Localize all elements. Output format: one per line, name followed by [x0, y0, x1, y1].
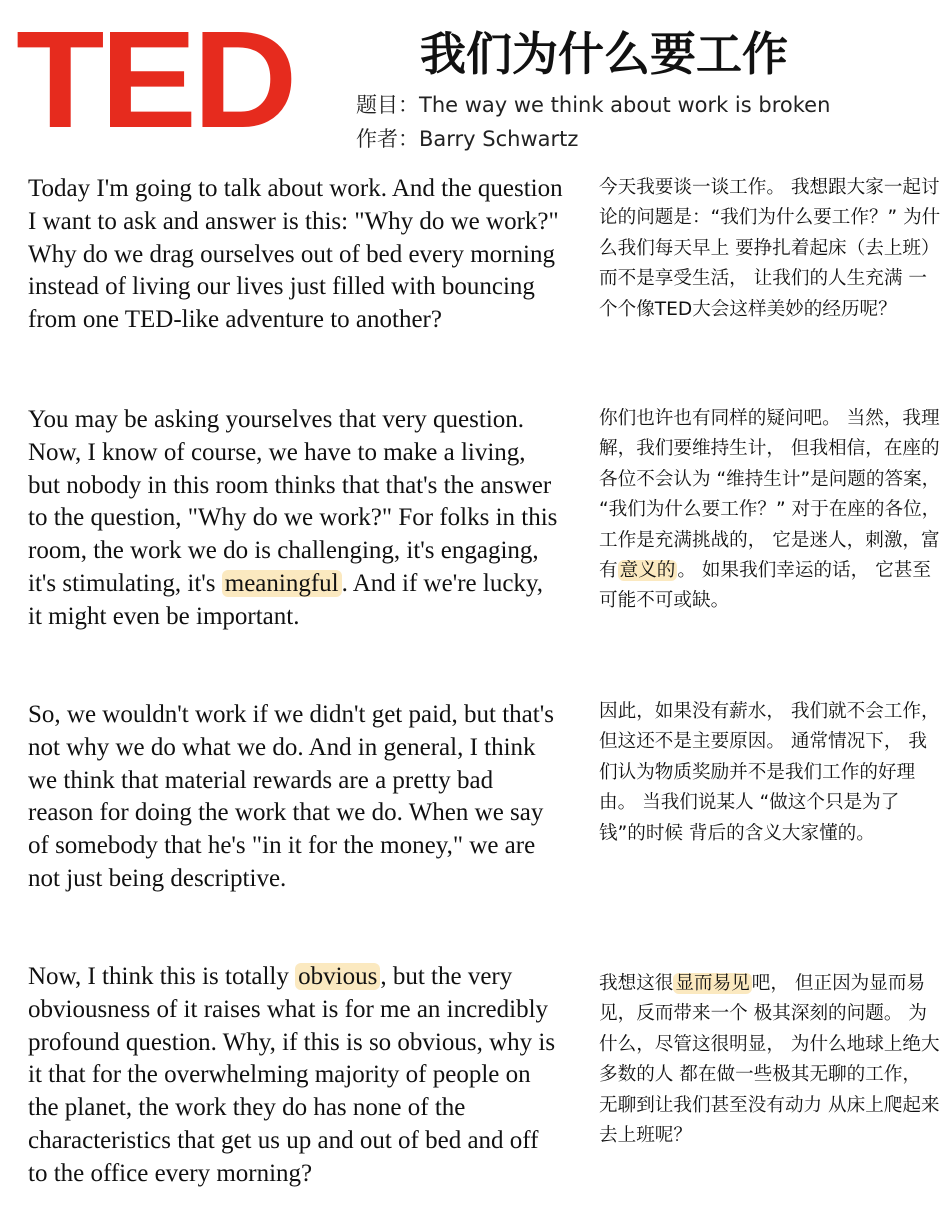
text-segment: 。 如果我们幸运的话， 它甚至可能不可或缺。 [599, 560, 931, 612]
highlighted-word: 意义的 [619, 560, 676, 582]
english-paragraph-4 [28, 961, 563, 1191]
topic-value: The way we think about work is broken [419, 93, 831, 117]
talk-topic [356, 90, 830, 120]
chinese-paragraph-1: 今天我要谈一谈工作。 我想跟大家一起讨论的问题是：“我们为什么要工作？” 为什么我们每天早上 要挣扎着起床（去上班） 而不是享受生活， 让我们的人生充满 一个个像TED大会这样美妙的经历呢？ [599, 177, 941, 320]
chinese-paragraph-4 [599, 969, 944, 1151]
topic-label: 题目： [356, 93, 419, 117]
chinese-paragraph-3: 因此，如果没有薪水， 我们就不会工作， 但这还不是主要原因。 通常情况下， 我们认为物质奖励并不是我们工作的好理由。 当我们说某人 “做这个只是为了钱”的时候 背后的含义大家懂的。 [599, 701, 940, 844]
highlighted-word: obvious [295, 963, 380, 990]
english-paragraph-2 [28, 404, 563, 634]
highlighted-word: meaningful [222, 570, 342, 597]
text-segment: Now, I think this is totally [28, 963, 296, 990]
text-segment: 吧， 但正因为显而易见，反而带来一个 极其深刻的问题。 为什么，尽管这很明显， 为什么地球上绝大多数的人 都在做一些极其无聊的工作， 无聊到让我们甚至没有动力 从床上爬起来去上班呢？ [599, 973, 940, 1147]
text-segment: . And if we're lucky, it might even be important. [28, 569, 544, 630]
text-segment: 你们也许也有同样的疑问吧。 当然，我理解，我们要维持生计， 但我相信，在座的各位不会认为 “维持生计”是问题的答案， “我们为什么要工作？” 对于在座的各位，工作是充满挑战的， 它是迷人，刺激，富有 [599, 408, 941, 582]
author-value: Barry Schwartz [419, 127, 579, 151]
highlighted-word: 显而易见 [675, 973, 750, 994]
author-label: 作者： [356, 127, 419, 151]
talk-author [356, 124, 578, 154]
text-segment: You may be asking yourselves that very question. Now, I know of course, we have to make a living, but nobody in this room thinks that that's the answer to the question, "Why do we work?" For folks in this room, the work we do is challenging, it's engaging, it's stimulating, it's [28, 406, 558, 597]
ted-logo: TED [16, 3, 294, 157]
english-paragraph-1: Today I'm going to talk about work. And the question I want to ask and answer is this: "Why do we work?" Why do we drag ourselves out of bed every morning instead of living our lives just filled with bouncing from one TED-like adventure to another? [28, 175, 563, 334]
chinese-paragraph-2 [599, 404, 944, 617]
page-title: 我们为什么要工作 [420, 27, 788, 81]
english-paragraph-3: So, we wouldn't work if we didn't get paid, but that's not why we do what we do. And in general, I think we think that material rewards are a pretty bad reason for doing the work that we do. When we say of somebody that he's "in it for the money," we are not just being descriptive. [28, 701, 554, 892]
text-segment: 我想这很 [599, 973, 674, 994]
text-segment: , but the very obviousness of it raises what is for me an incredibly profound question. Why, if this is so obvious, why is it that for the overwhelming majority of people on the planet, the work they do has none of the characteristics that get us up and out of bed and off to the office every morning? [28, 963, 556, 1187]
